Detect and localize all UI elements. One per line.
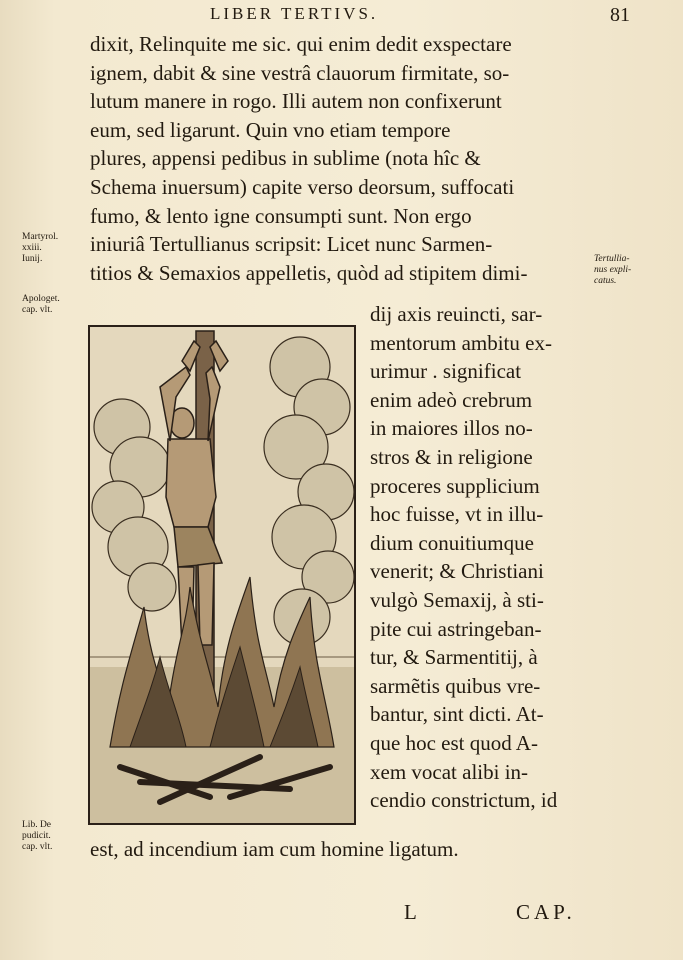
text-line: dixit, Relinquite me sic. qui enim dedit exspectare <box>90 32 512 56</box>
text-column-beside-image <box>370 300 595 815</box>
text-line: dij axis reuincti, sar- <box>370 302 543 326</box>
text-line: iniuriâ Tertullianus scripsit: Licet nunc Sarmen- <box>90 232 493 257</box>
text-line: xem vocat alibi in- <box>370 759 529 784</box>
text-line: vulgò Semaxij, à sti- <box>370 587 544 612</box>
text-line: sarmẽtis quibus vre- <box>370 673 541 698</box>
signature-mark: L <box>404 900 421 924</box>
text-line: tur, & Sarmentitij, à <box>370 645 538 670</box>
margin-note-line: cap. vlt. <box>22 305 53 315</box>
catchword: CAP. <box>516 900 576 924</box>
text-line: mentorum ambitu ex- <box>370 330 552 355</box>
text-line: fumo, & lento igne consumpti sunt. Non ergo <box>90 203 472 228</box>
margin-note-line: Lib. De <box>22 820 52 830</box>
text-line: urimur . significat <box>370 359 522 384</box>
text-line: titios & Semaxios appelletis, quòd ad stipitem dimi- <box>90 260 528 285</box>
margin-note-martyrol <box>22 232 82 265</box>
margin-note-line: cap. vlt. <box>22 842 53 852</box>
martyr-at-stake-image <box>90 327 354 823</box>
text-line: eum, sed ligarunt. Quin vno etiam tempore <box>90 117 451 142</box>
text-line: bantur, sint dicti. At- <box>370 702 544 727</box>
margin-note-line: xxiii. <box>22 243 42 253</box>
text-line: enim adeò crebrum <box>370 387 533 412</box>
margin-note-apologet <box>22 294 82 316</box>
page-number: 81 <box>610 4 630 26</box>
woodcut-illustration <box>88 325 356 825</box>
margin-note-line: nus expli- <box>594 265 632 275</box>
text-line: que hoc est quod A- <box>370 730 538 755</box>
margin-note-tertullianus <box>594 254 664 287</box>
text-line: stros & in religione <box>370 444 533 469</box>
text-line: hoc fuisse, vt in illu- <box>370 502 544 527</box>
text-line: lutum manere in rogo. Illi autem non confixerunt <box>90 89 502 114</box>
margin-note-lib-de <box>22 820 82 853</box>
text-line: Schema inuersum) capite verso deorsum, suffocati <box>90 174 515 199</box>
text-line: in maiores illos no- <box>370 416 533 441</box>
text-line: venerit; & Christiani <box>370 559 544 584</box>
margin-note-line: catus. <box>594 276 617 286</box>
margin-note-line: Tertullia- <box>594 254 630 264</box>
running-title: LIBER TERTIVS. <box>210 4 379 23</box>
final-text-line: est, ad incendium iam cum homine ligatum. <box>90 837 459 861</box>
margin-note-line: Iunij. <box>22 254 43 264</box>
text-line: dium conuitiumque <box>370 530 534 555</box>
text-line: cendio constrictum, id <box>370 788 558 813</box>
text-line: ignem, dabit & sine vestrâ clauorum firmitate, so- <box>90 60 510 85</box>
page-header <box>210 4 630 26</box>
text-line: proceres supplicium <box>370 473 540 498</box>
text-line: plures, appensi pedibus in sublime (nota hîc & <box>90 146 481 171</box>
margin-note-line: Apologet. <box>22 294 60 304</box>
margin-note-line: pudicit. <box>22 831 51 841</box>
margin-note-line: Martyrol. <box>22 232 59 242</box>
text-line: pite cui astringeban- <box>370 616 542 641</box>
main-text-block <box>90 30 590 287</box>
